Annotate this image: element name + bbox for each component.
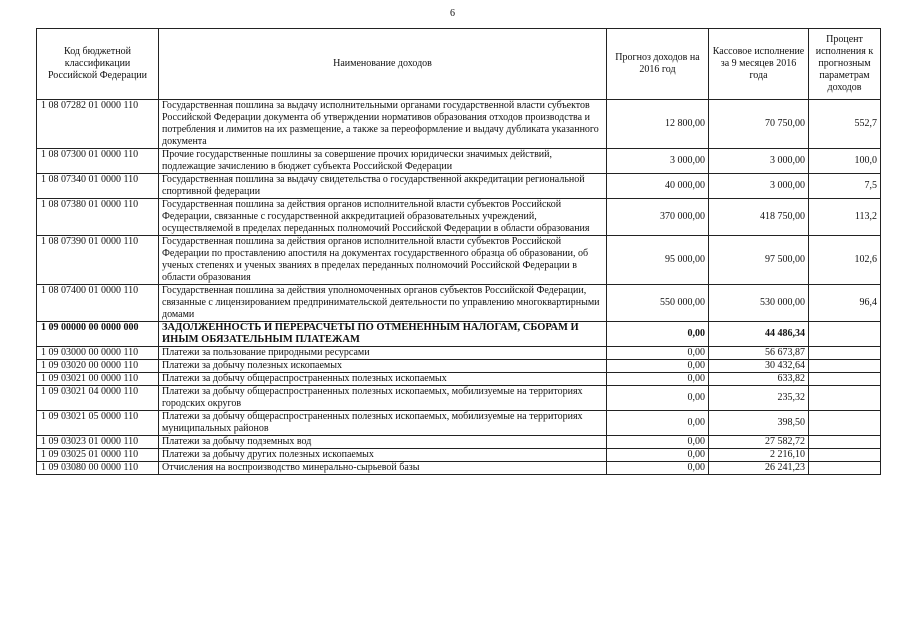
cell-forecast: 370 000,00 (607, 199, 709, 236)
cell-actual: 418 750,00 (709, 199, 809, 236)
cell-code: 1 09 03080 00 0000 110 (37, 462, 159, 475)
cell-percent (809, 347, 881, 360)
cell-code: 1 08 07340 01 0000 110 (37, 174, 159, 199)
cell-percent: 113,2 (809, 199, 881, 236)
cell-percent (809, 436, 881, 449)
cell-name: Государственная пошлина за действия органов исполнительной власти субъектов Российской Федерации по проставлению апостиля на документах государственного образца об образовании, об ученых степенях и ученых званиях в пределах переданных полномочий Российской Федерации в области образования (159, 236, 607, 285)
table-row (37, 386, 881, 411)
cell-name: Прочие государственные пошлины за совершение прочих юридически значимых действий, подлежащие зачислению в бюджет субъекта Российской Федерации (159, 149, 607, 174)
cell-actual: 235,32 (709, 386, 809, 411)
cell-actual: 27 582,72 (709, 436, 809, 449)
cell-name: Отчисления на воспроизводство минерально-сырьевой базы (159, 462, 607, 475)
cell-name: Платежи за добычу других полезных ископаемых (159, 449, 607, 462)
cell-name: Государственная пошлина за выдачу исполнительными органами государственной власти субъектов Российской Федерации документа об утверждении нормативов образования отходов производства и потребления и лимитов на их размещение, а также за переоформление и выдачу дубликата указанного документа (159, 100, 607, 149)
cell-percent (809, 322, 881, 347)
cell-actual: 398,50 (709, 411, 809, 436)
cell-forecast: 0,00 (607, 360, 709, 373)
cell-code: 1 09 00000 00 0000 000 (37, 322, 159, 347)
table-row (37, 373, 881, 386)
cell-code: 1 08 07380 01 0000 110 (37, 199, 159, 236)
cell-actual: 3 000,00 (709, 149, 809, 174)
cell-name: Государственная пошлина за действия органов исполнительной власти субъектов Российской Федерации, связанные с государственной аккредитацией образовательных учреждений, осуществляемой в пределах переданных полномочий Российской Федерации в области образования (159, 199, 607, 236)
cell-forecast: 95 000,00 (607, 236, 709, 285)
cell-code: 1 08 07390 01 0000 110 (37, 236, 159, 285)
cell-actual: 633,82 (709, 373, 809, 386)
table-row (37, 347, 881, 360)
table-row (37, 360, 881, 373)
header-name: Наименование доходов (159, 29, 607, 100)
cell-percent: 96,4 (809, 285, 881, 322)
cell-forecast: 40 000,00 (607, 174, 709, 199)
cell-forecast: 3 000,00 (607, 149, 709, 174)
table-row (37, 174, 881, 199)
cell-percent: 102,6 (809, 236, 881, 285)
cell-code: 1 09 03021 05 0000 110 (37, 411, 159, 436)
cell-code: 1 09 03023 01 0000 110 (37, 436, 159, 449)
cell-forecast: 0,00 (607, 322, 709, 347)
cell-name: Платежи за добычу полезных ископаемых (159, 360, 607, 373)
cell-actual: 97 500,00 (709, 236, 809, 285)
cell-percent (809, 462, 881, 475)
cell-name: Платежи за добычу общераспространенных полезных ископаемых, мобилизуемые на территориях муниципальных районов (159, 411, 607, 436)
cell-percent (809, 373, 881, 386)
cell-forecast: 0,00 (607, 373, 709, 386)
page-number: 6 (450, 8, 455, 19)
cell-code: 1 08 07282 01 0000 110 (37, 100, 159, 149)
cell-percent (809, 386, 881, 411)
cell-actual: 30 432,64 (709, 360, 809, 373)
table-row (37, 100, 881, 149)
cell-actual: 3 000,00 (709, 174, 809, 199)
table-row (37, 199, 881, 236)
header-forecast: Прогноз доходов на 2016 год (607, 29, 709, 100)
header-percent: Процент исполнения к прогнозным параметрам доходов (809, 29, 881, 100)
cell-name: Платежи за добычу общераспространенных полезных ископаемых, мобилизуемые на территориях городских округов (159, 386, 607, 411)
cell-forecast: 12 800,00 (607, 100, 709, 149)
cell-code: 1 09 03020 00 0000 110 (37, 360, 159, 373)
cell-forecast: 0,00 (607, 462, 709, 475)
header-actual: Кассовое исполнение за 9 месяцев 2016 года (709, 29, 809, 100)
table-row (37, 436, 881, 449)
cell-actual: 44 486,34 (709, 322, 809, 347)
table-row (37, 285, 881, 322)
cell-actual: 530 000,00 (709, 285, 809, 322)
cell-name: Платежи за пользование природными ресурсами (159, 347, 607, 360)
table-row (37, 149, 881, 174)
cell-name: Государственная пошлина за действия уполномоченных органов субъектов Российской Федерации, связанные с лицензированием предпринимательской деятельности по управлению многоквартирными домами (159, 285, 607, 322)
cell-percent: 100,0 (809, 149, 881, 174)
cell-actual: 70 750,00 (709, 100, 809, 149)
cell-code: 1 09 03021 04 0000 110 (37, 386, 159, 411)
cell-name: Платежи за добычу общераспространенных полезных ископаемых (159, 373, 607, 386)
cell-actual: 56 673,87 (709, 347, 809, 360)
cell-code: 1 09 03000 00 0000 110 (37, 347, 159, 360)
cell-forecast: 550 000,00 (607, 285, 709, 322)
cell-percent (809, 449, 881, 462)
cell-forecast: 0,00 (607, 411, 709, 436)
cell-code: 1 08 07300 01 0000 110 (37, 149, 159, 174)
cell-code: 1 09 03025 01 0000 110 (37, 449, 159, 462)
cell-name: Государственная пошлина за выдачу свидетельства о государственной аккредитации региональной спортивной федерации (159, 174, 607, 199)
table-row (37, 236, 881, 285)
table-row (37, 462, 881, 475)
cell-name: Платежи за добычу подземных вод (159, 436, 607, 449)
cell-actual: 2 216,10 (709, 449, 809, 462)
header-code: Код бюджетной классификации Российской Федерации (37, 29, 159, 100)
table-row-section-total (37, 322, 881, 347)
cell-percent: 7,5 (809, 174, 881, 199)
cell-percent: 552,7 (809, 100, 881, 149)
table-row (37, 449, 881, 462)
cell-name: ЗАДОЛЖЕННОСТЬ И ПЕРЕРАСЧЕТЫ ПО ОТМЕНЕННЫМ НАЛОГАМ, СБОРАМ И ИНЫМ ОБЯЗАТЕЛЬНЫМ ПЛАТЕЖАМ (159, 322, 607, 347)
table-header-row (37, 29, 881, 100)
cell-code: 1 08 07400 01 0000 110 (37, 285, 159, 322)
cell-actual: 26 241,23 (709, 462, 809, 475)
cell-percent (809, 411, 881, 436)
cell-code: 1 09 03021 00 0000 110 (37, 373, 159, 386)
cell-forecast: 0,00 (607, 449, 709, 462)
revenue-table (36, 28, 881, 475)
table-row (37, 411, 881, 436)
cell-forecast: 0,00 (607, 436, 709, 449)
cell-forecast: 0,00 (607, 386, 709, 411)
cell-forecast: 0,00 (607, 347, 709, 360)
cell-percent (809, 360, 881, 373)
